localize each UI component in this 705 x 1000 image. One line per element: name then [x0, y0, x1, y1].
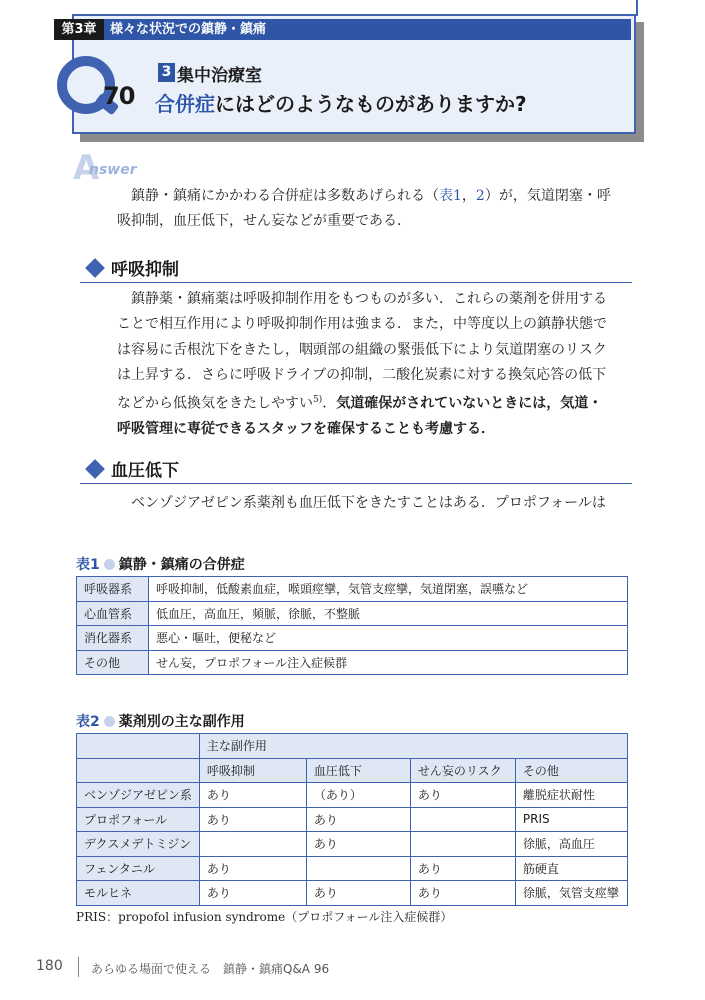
drug-name: フェンタニル — [77, 856, 200, 881]
table1-row-value: 悪心・嘔吐，便秘など — [149, 626, 628, 651]
table2-number: 表2 — [76, 714, 100, 730]
table1-row-value: 低血圧，高血圧，頻脈，徐脈，不整脈 — [149, 601, 628, 626]
answer-mark-icon — [73, 148, 137, 188]
question-title-highlight: 合併症 — [155, 92, 215, 116]
table-row — [77, 601, 628, 626]
table1 — [76, 576, 628, 675]
column-header: せん妄のリスク — [410, 758, 515, 783]
table-row — [77, 832, 628, 857]
table1-title: 鎮静・鎮痛の合併症 — [118, 557, 245, 573]
caption-dot-icon — [104, 716, 115, 727]
table-cell — [306, 856, 410, 881]
table-footnote: PRIS：propofol infusion syndrome（プロポフォール注入症候群） — [76, 910, 453, 924]
table-row — [77, 856, 628, 881]
question-number: 70 — [103, 82, 135, 110]
question-title-rest: にはどのようなものがありますか? — [215, 92, 527, 116]
table-cell: あり — [199, 807, 306, 832]
intro-paragraph — [117, 184, 612, 235]
table-row — [77, 650, 628, 675]
respiratory-emphasis: 気道確保がされていないときには，気道・呼吸管理に専従できるスタッフを確保することも考慮する． — [117, 395, 603, 438]
answer-mark-letter: A — [73, 148, 100, 188]
table-cell: あり — [199, 856, 306, 881]
section-heading-text: 呼吸抑制 — [111, 260, 179, 280]
table-cell — [410, 832, 515, 857]
table2 — [76, 733, 628, 906]
table-cell — [410, 807, 515, 832]
table1-ref[interactable]: 表1 — [439, 188, 462, 204]
table1-row-value: せん妄，プロポフォール注入症候群 — [149, 650, 628, 675]
table2-title: 薬剤別の主な副作用 — [118, 714, 245, 730]
table-cell: あり — [410, 856, 515, 881]
table2-column-header-row — [77, 758, 628, 783]
table-cell: あり — [199, 783, 306, 808]
table2-caption — [76, 711, 245, 731]
column-header: 呼吸抑制 — [199, 758, 306, 783]
table1-row-value: 呼吸抑制，低酸素血症，喉頭痙攣，気管支痙攣，気道閉塞，誤嚥など — [149, 577, 628, 602]
table2-group-header-row — [77, 734, 628, 759]
respiratory-text: 鎮静薬・鎮痛薬は呼吸抑制作用をもつものが多い．これらの薬剤を併用することで相互作用により呼吸抑制作用は強まる．また，中等度以上の鎮静状態では容易に舌根沈下をきたし，咽頭部の組織の緊張低下により気道閉塞のリスクは上昇する．さらに呼吸ドライブの抑制，二酸化炭素に対する換気応答の低下などから低換気をきたしやすい — [117, 291, 607, 412]
table-cell: 筋硬直 — [515, 856, 627, 881]
table2-corner-cell — [77, 734, 200, 759]
hypotension-text: ベンゾジアゼピン系薬剤も血圧低下をきたすことはある．プロポフォールは — [131, 495, 606, 511]
diamond-bullet-icon — [85, 459, 105, 479]
section-label: 集中治療室 — [177, 66, 262, 86]
table1-caption — [76, 554, 245, 574]
table2-group-header: 主な副作用 — [199, 734, 627, 759]
table-row — [77, 881, 628, 906]
diamond-bullet-icon — [85, 258, 105, 278]
table1-row-label: 心血管系 — [77, 601, 149, 626]
table-cell: 徐脈，気管支痙攣 — [515, 881, 627, 906]
table-cell: 徐脈，高血圧 — [515, 832, 627, 857]
table1-row-label: その他 — [77, 650, 149, 675]
table-row — [77, 577, 628, 602]
table2-ref[interactable]: 2 — [475, 188, 485, 204]
chapter-number: 第3章 — [54, 19, 104, 40]
respiratory-period: ． — [322, 395, 337, 412]
citation-ref[interactable]: 5) — [313, 395, 323, 406]
section-heading-respiratory — [88, 255, 179, 280]
table-cell: あり — [410, 783, 515, 808]
section-heading-hypotension — [88, 456, 179, 481]
page-number: 180 — [36, 958, 63, 974]
section-badge: 3 — [158, 63, 175, 82]
drug-name: モルヒネ — [77, 881, 200, 906]
table1-number: 表1 — [76, 557, 100, 573]
table-row — [77, 626, 628, 651]
table2-corner-cell — [77, 758, 200, 783]
drug-name: デクスメデトミジン — [77, 832, 200, 857]
hypotension-paragraph — [117, 491, 612, 516]
table-cell: あり — [306, 881, 410, 906]
table-cell: PRIS — [515, 807, 627, 832]
heading-underline — [80, 483, 632, 484]
table-cell — [199, 832, 306, 857]
table-cell: あり — [306, 807, 410, 832]
column-header: 血圧低下 — [306, 758, 410, 783]
table-cell: あり — [410, 881, 515, 906]
table-row — [77, 807, 628, 832]
column-header: その他 — [515, 758, 627, 783]
intro-text-a: 鎮静・鎮痛にかかわる合併症は多数あげられる（ — [131, 188, 439, 204]
question-title — [155, 88, 527, 117]
table-row — [77, 783, 628, 808]
heading-underline — [80, 282, 632, 283]
table1-row-label: 呼吸器系 — [77, 577, 149, 602]
caption-dot-icon — [104, 559, 115, 570]
table-cell: （あり） — [306, 783, 410, 808]
table-cell: あり — [199, 881, 306, 906]
intro-text-b: ）が，気道閉塞・呼吸抑制，血圧低下，せん妄などが重要である． — [117, 188, 611, 230]
table-cell: 離脱症状耐性 — [515, 783, 627, 808]
drug-name: ベンゾジアゼピン系 — [77, 783, 200, 808]
drug-name: プロポフォール — [77, 807, 200, 832]
chapter-title: 様々な状況での鎮静・鎮痛 — [110, 22, 267, 37]
respiratory-paragraph — [117, 287, 612, 442]
answer-mark-word: nswer — [89, 162, 137, 178]
running-title: あらゆる場面で使える 鎮静・鎮痛Q&A 96 — [91, 962, 330, 976]
chapter-bar — [54, 19, 631, 40]
header-top-line — [636, 0, 638, 16]
section-heading-text: 血圧低下 — [111, 461, 179, 481]
table-cell: あり — [306, 832, 410, 857]
footer-divider — [78, 957, 79, 977]
table1-row-label: 消化器系 — [77, 626, 149, 651]
intro-comma: ， — [461, 188, 476, 204]
